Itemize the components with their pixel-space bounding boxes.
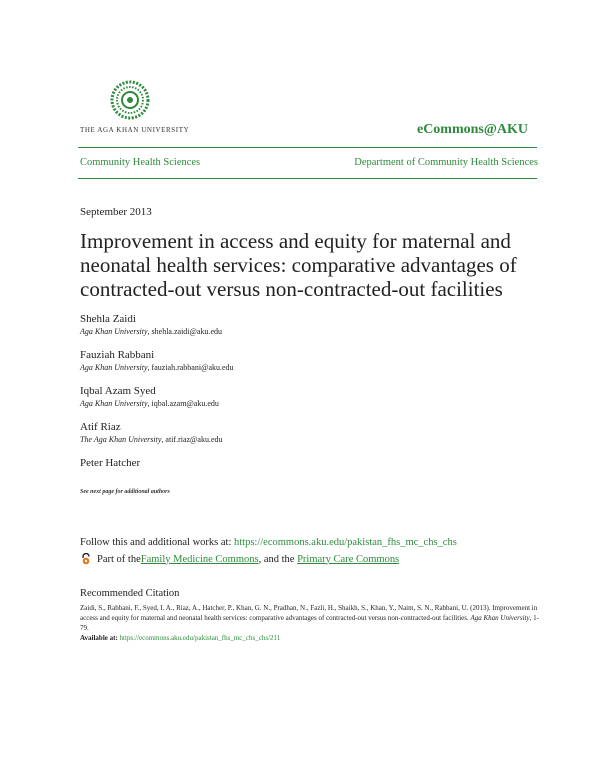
part-of-prefix: Part of the — [97, 553, 141, 565]
author-entry — [80, 312, 520, 337]
author-institution: Aga Khan University — [80, 363, 148, 372]
logo-text: THE AGA KHAN UNIVERSITY — [80, 126, 190, 134]
recommended-citation-heading: Recommended Citation — [80, 588, 180, 599]
publication-date: September 2013 — [80, 206, 152, 218]
author-entry — [80, 456, 520, 470]
header-rule-top — [78, 147, 537, 148]
primary-care-commons-link[interactable]: Primary Care Commons — [297, 553, 400, 565]
aga-khan-seal-icon — [110, 80, 150, 120]
community-health-sciences-link[interactable]: Community Health Sciences — [80, 157, 201, 168]
author-affiliation: The Aga Khan University, atif.riaz@aku.edu — [80, 435, 223, 444]
follow-prefix: Follow this and additional works at: — [80, 537, 234, 548]
university-logo — [80, 80, 190, 140]
author-entry — [80, 348, 520, 373]
author-email[interactable]: shehla.zaidi@aku.edu — [151, 327, 222, 336]
citation-pages: , 1-79. — [80, 614, 539, 632]
author-name: Fauziah Rabbani — [80, 349, 155, 361]
author-email[interactable]: fauziah.rabbani@aku.edu — [151, 363, 234, 372]
author-name: Shehla Zaidi — [80, 313, 136, 325]
family-medicine-commons-link[interactable]: Family Medicine Commons — [140, 553, 259, 565]
paper-title: Improvement in access and equity for maternal and neonatal health services: comparative advantages of contracted-out versus non-contracted-out facilities — [80, 229, 517, 301]
author-name: Peter Hatcher — [80, 457, 141, 469]
citation-url-link[interactable]: https://ecommons.aku.edu/pakistan_fhs_mc_chs_chs/211 — [119, 634, 281, 642]
author-name: Iqbal Azam Syed — [80, 385, 156, 397]
part-of-middle: , and the — [258, 553, 298, 565]
author-email[interactable]: atif.riaz@aku.edu — [165, 435, 223, 444]
author-affiliation: Aga Khan University, iqbal.azam@aku.edu — [80, 399, 219, 408]
author-list — [80, 312, 520, 481]
citation-body: Zaidi, S., Rabbani, F., Syed, I. A., Riaz, A., Hatcher, P., Khan, G. N., Pradhan, N., Fazli, H., Shaikh, S., Khan, Y., Naim, S. N., Rabbani, U. (2013). Improvement in access and equity for maternal and neonatal health services: comparative advantages of contracted-out versus non-contracted-out facilities. — [80, 604, 538, 622]
citation-text — [80, 603, 540, 643]
author-institution: Aga Khan University — [80, 399, 148, 408]
author-affiliation: Aga Khan University, shehla.zaidi@aku.edu — [80, 327, 222, 336]
author-email[interactable]: iqbal.azam@aku.edu — [151, 399, 219, 408]
department-link[interactable]: Department of Community Health Sciences — [354, 157, 538, 168]
more-authors-note: See next page for additional authors — [80, 489, 170, 495]
open-access-icon — [80, 553, 92, 565]
author-entry — [80, 420, 520, 445]
author-name: Atif Riaz — [80, 421, 121, 433]
ecommons-site-link[interactable]: eCommons@AKU — [416, 122, 528, 137]
author-institution: The Aga Khan University — [80, 435, 162, 444]
available-label: Available at: — [80, 634, 118, 642]
author-entry — [80, 384, 520, 409]
part-of-line — [80, 553, 399, 565]
author-institution: Aga Khan University — [80, 327, 148, 336]
author-affiliation: Aga Khan University, fauziah.rabbani@aku.edu — [80, 363, 234, 372]
header-rule-bottom — [78, 178, 537, 179]
collection-url-link[interactable]: https://ecommons.aku.edu/pakistan_fhs_mc_chs_chs — [234, 537, 457, 548]
follow-line — [80, 537, 457, 548]
citation-journal: Aga Khan University — [470, 614, 530, 622]
